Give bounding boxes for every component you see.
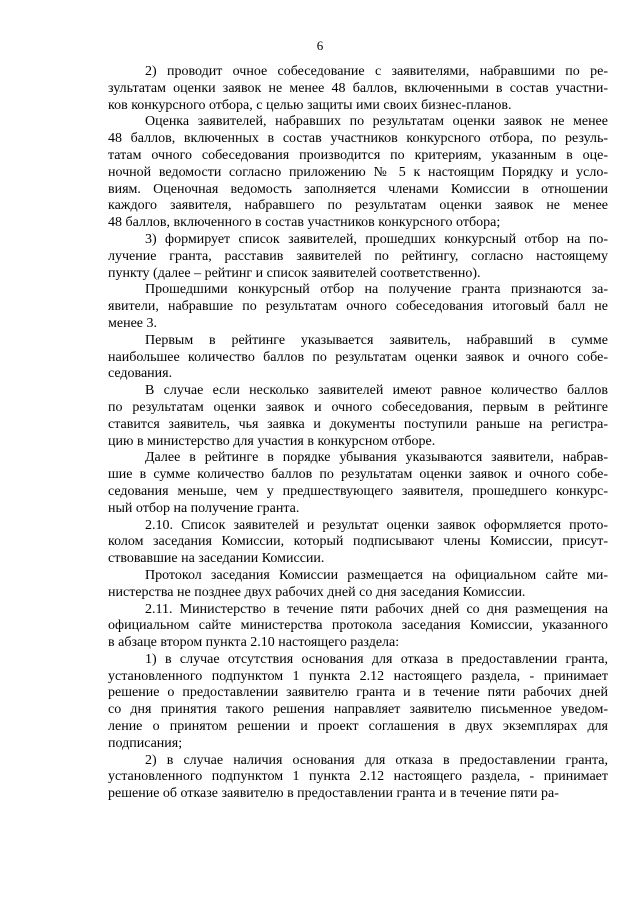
text-line: по результатам оценки заявок и очного собеседования, первым в рейтинге — [108, 399, 608, 415]
text-line: колом заседания Комиссии, который подписывают члены Комиссии, присут- — [108, 534, 608, 550]
paragraph — [108, 333, 608, 383]
page-number: 6 — [316, 38, 324, 53]
text-line: ствовавшие на заседании Комиссии. — [108, 551, 325, 567]
paragraph — [108, 114, 608, 232]
text-line: седования. — [108, 366, 173, 382]
text-line: 1) в случае отсутствия основания для отказа в предоставлении гранта, — [145, 651, 608, 667]
text-line: В случае если несколько заявителей имеют равное количество баллов — [145, 383, 608, 399]
text-line: нистерства не позднее двух рабочих дней со дня заседания Комиссии. — [108, 584, 526, 600]
text-line: Прошедшими конкурсный отбор на получение гранта признаются за- — [145, 282, 608, 298]
body-text — [108, 64, 608, 803]
paragraph — [108, 568, 608, 602]
text-line: ление о принятом решении и проект соглашения в двух экземплярах для — [108, 719, 608, 735]
paragraph — [108, 518, 608, 568]
text-line: Оценка заявителей, набравших по результатам оценки заявок не менее — [145, 114, 608, 130]
paragraph — [108, 753, 608, 803]
text-line: 3) формирует список заявителей, прошедших конкурсный отбор на по- — [145, 231, 608, 247]
paragraph — [108, 64, 608, 114]
paragraph — [108, 232, 608, 282]
text-line: наибольшее количество баллов по результатам оценки заявок и очного собе- — [108, 349, 608, 365]
text-line: со дня принятия такого решения направляет заявителю письменное уведом- — [108, 702, 608, 718]
text-line: ков конкурсного отбора, с целью защиты ими своих бизнес-планов. — [108, 97, 512, 113]
text-line: ночной ведомости согласно приложению № 5 к настоящим Порядку и усло- — [108, 164, 608, 180]
paragraph — [108, 652, 608, 753]
text-line: решение об отказе заявителю в предоставлении гранта и в течение пяти ра- — [108, 786, 559, 802]
paragraph — [108, 383, 608, 450]
text-line: 2.11. Министерство в течение пяти рабочих дней со дня размещения на — [145, 601, 608, 617]
text-line: 2) проводит очное собеседование с заявителями, набравшими по ре- — [145, 64, 608, 79]
text-line: виям. Оценочная ведомость заполняется членами Комиссии в отношении — [108, 181, 608, 197]
text-line: цию в министерство для участия в конкурсном отборе. — [108, 433, 436, 449]
paragraph — [108, 450, 608, 517]
text-line: подписания; — [108, 735, 183, 751]
text-line: лучение гранта, расставив заявителей по рейтингу, согласно настоящему — [108, 248, 608, 264]
text-line: установленного подпунктом 1 пункта 2.12 настоящего раздела, - принимает — [108, 668, 608, 684]
text-line: 48 баллов, включенного в состав участников конкурсного отбора; — [108, 215, 501, 231]
text-line: татам очного собеседования производится по критериям, указанным в оце- — [108, 147, 608, 163]
paragraph — [108, 602, 608, 652]
text-line: каждого заявителя, набравшего по результатам оценки заявок не менее — [108, 198, 608, 214]
text-line: ный отбор на получение гранта. — [108, 500, 300, 516]
text-line: Протокол заседания Комиссии размещается на официальном сайте ми- — [145, 567, 608, 583]
text-line: Далее в рейтинге в порядке убывания указываются заявители, набрав- — [145, 450, 608, 466]
text-line: установленного подпунктом 1 пункта 2.12 настоящего раздела, - принимает — [108, 769, 608, 785]
text-line: 2) в случае наличия основания для отказа в предоставлении гранта, — [145, 752, 608, 768]
text-line: менее 3. — [108, 315, 157, 331]
text-line: 2.10. Список заявителей и результат оценки заявок оформляется прото- — [145, 517, 608, 533]
text-line: пункту (далее – рейтинг и список заявителей соответственно). — [108, 265, 481, 281]
text-line: зультатам оценки заявок не менее 48 баллов, включенными в состав участни- — [108, 80, 608, 96]
text-line: официальном сайте министерства протокола заседания Комиссии, указанного — [108, 618, 608, 634]
text-line: решение о предоставлении заявителю гранта и в течение пяти рабочих дней — [108, 685, 608, 701]
paragraph — [108, 282, 608, 332]
text-line: явители, набравшие по результатам очного собеседования итоговый балл не — [108, 299, 608, 315]
text-line: шие в сумме количество баллов по результатам оценки заявок и очного собе- — [108, 467, 608, 483]
text-line: 48 баллов, включенных в состав участников конкурсного отбора, по резуль- — [108, 131, 608, 147]
text-line: в абзаце втором пункта 2.10 настоящего раздела: — [108, 635, 400, 651]
text-line: Первым в рейтинге указывается заявитель, набравший в сумме — [145, 332, 608, 348]
text-line: ставится заявитель, чья заявка и документы поступили раньше на регистра- — [108, 416, 608, 432]
text-line: седования меньше, чем у предшествующего заявителя, прошедшего конкурс- — [108, 483, 608, 499]
